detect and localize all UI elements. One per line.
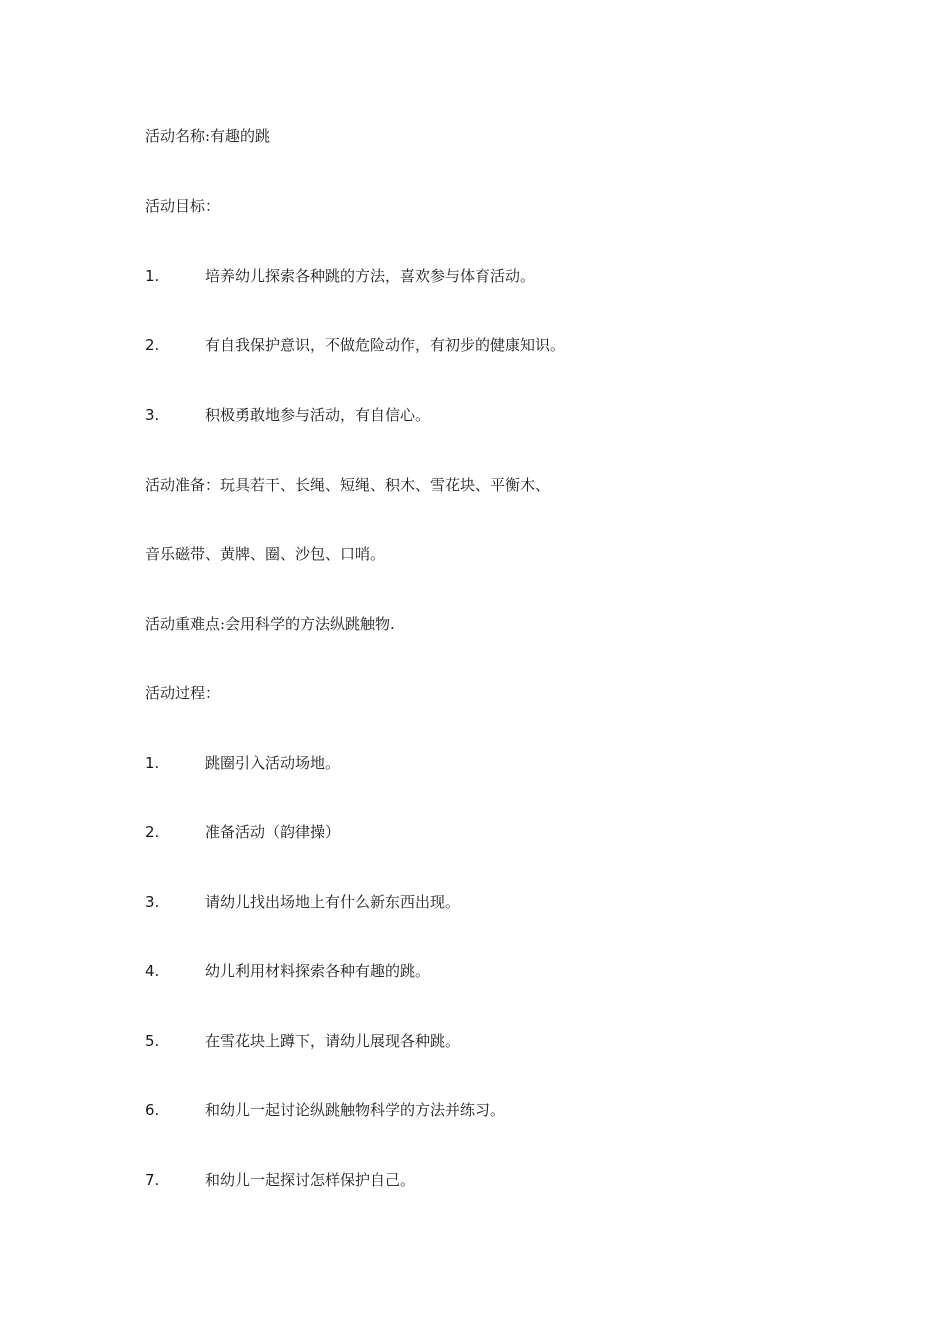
activity-title-text: 活动名称:有趣的跳	[145, 127, 271, 145]
process-step	[145, 1170, 415, 1190]
process-step	[145, 961, 430, 981]
goal-number: 1.	[145, 267, 160, 285]
goal-text: 有自我保护意识，不做危险动作，有初步的健康知识。	[205, 336, 566, 354]
step-number: 3.	[145, 893, 160, 911]
step-number: 2.	[145, 823, 160, 841]
process-step	[145, 1100, 505, 1120]
preparation-line-1	[145, 475, 550, 495]
process-step	[145, 1031, 460, 1051]
step-text: 准备活动（韵律操）	[205, 823, 341, 841]
goals-heading-text: 活动目标：	[145, 197, 221, 215]
goal-text: 培养幼儿探索各种跳的方法，喜欢参与体育活动。	[205, 267, 536, 285]
step-text: 和幼儿一起探讨怎样保护自己。	[205, 1171, 416, 1189]
goal-item	[145, 266, 535, 286]
key-points-text: 活动重难点:会用科学的方法纵跳触物.	[145, 615, 395, 633]
goal-item	[145, 335, 565, 355]
goal-item	[145, 405, 430, 425]
process-step	[145, 753, 340, 773]
step-number: 6.	[145, 1101, 160, 1119]
preparation-text-2: 音乐磁带、黄牌、圈、沙包、口哨。	[145, 545, 386, 563]
goals-heading	[145, 196, 220, 216]
step-text: 跳圈引入活动场地。	[205, 754, 341, 772]
goal-text: 积极勇敢地参与活动，有自信心。	[205, 406, 431, 424]
process-heading	[145, 683, 220, 703]
preparation-line-2	[145, 544, 385, 564]
process-heading-text: 活动过程：	[145, 684, 221, 702]
step-number: 5.	[145, 1032, 160, 1050]
step-text: 和幼儿一起讨论纵跳触物科学的方法并练习。	[205, 1101, 506, 1119]
process-step	[145, 892, 460, 912]
step-number: 1.	[145, 754, 160, 772]
preparation-text-1: 活动准备：玩具若干、长绳、短绳、积木、雪花块、平衡木、	[145, 476, 551, 494]
goal-number: 2.	[145, 336, 160, 354]
step-number: 7.	[145, 1171, 160, 1189]
activity-title	[145, 126, 270, 146]
step-text: 在雪花块上蹲下，请幼儿展现各种跳。	[205, 1032, 461, 1050]
process-step	[145, 822, 340, 842]
key-points	[145, 614, 395, 634]
step-text: 幼儿利用材料探索各种有趣的跳。	[205, 962, 431, 980]
step-number: 4.	[145, 962, 160, 980]
step-text: 请幼儿找出场地上有什么新东西出现。	[205, 893, 461, 911]
goal-number: 3.	[145, 406, 160, 424]
